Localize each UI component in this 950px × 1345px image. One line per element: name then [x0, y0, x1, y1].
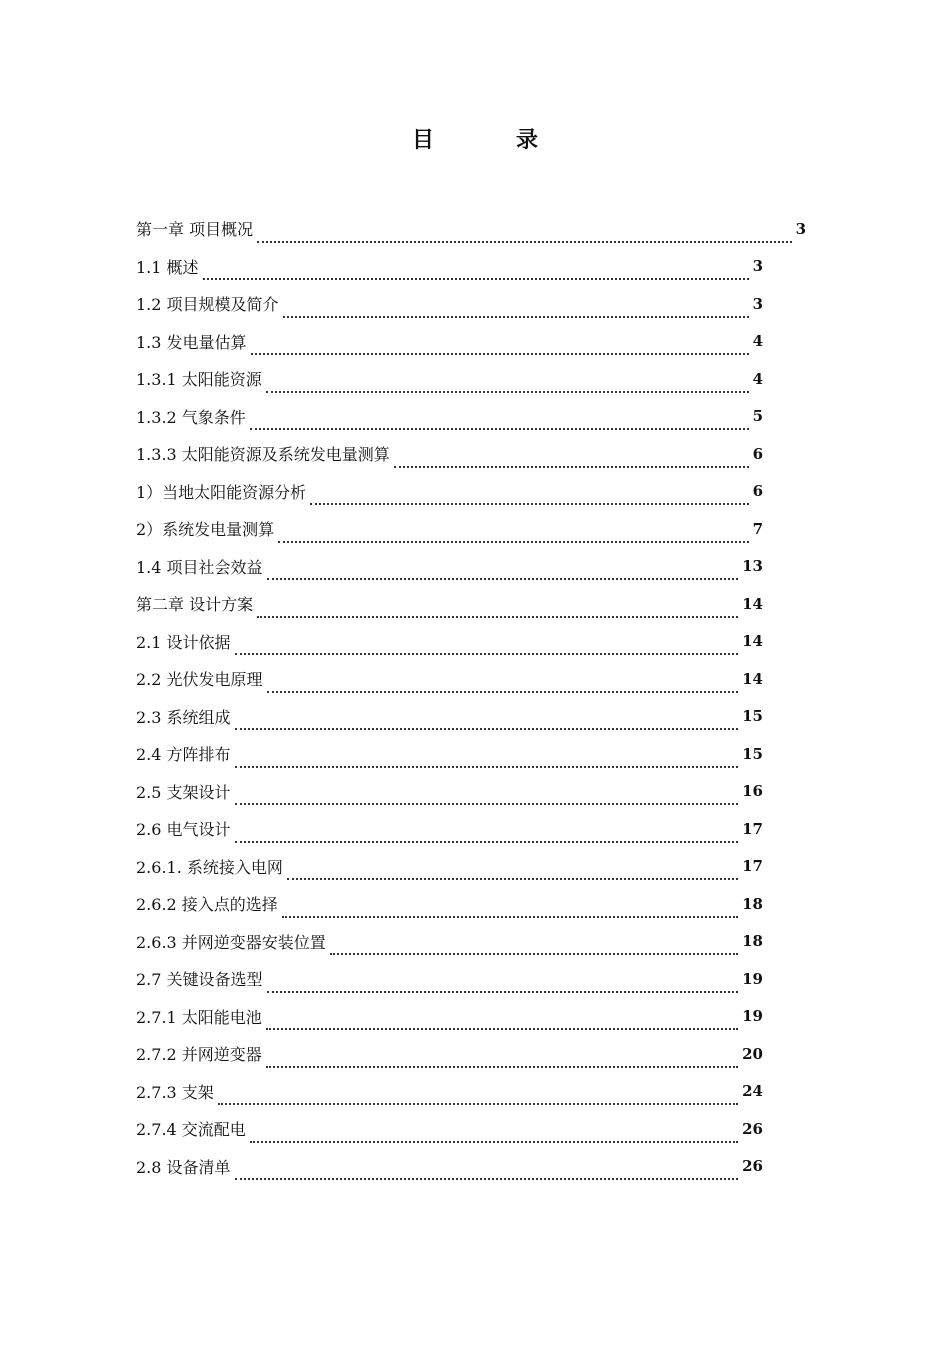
toc-entry-page: 3	[752, 257, 763, 276]
toc-entry-label: 2.6.2 接入点的选择	[136, 895, 278, 915]
toc-entry-label: 1.3.1 太阳能资源	[136, 370, 262, 390]
toc-leader-dots	[235, 637, 739, 655]
toc-entry[interactable]	[136, 1073, 763, 1111]
toc-entry-label: 2.7 关键设备选型	[136, 970, 263, 990]
toc-entry[interactable]	[136, 923, 763, 961]
toc-leader-dots	[266, 1050, 738, 1068]
toc-entry-page: 20	[742, 1044, 763, 1063]
toc-leader-dots	[218, 1087, 738, 1105]
toc-leader-dots	[235, 825, 739, 843]
toc-entry-label: 2.6.3 并网逆变器安装位置	[136, 932, 326, 952]
toc-entry-page: 24	[742, 1082, 763, 1101]
toc-entry-page: 14	[742, 632, 763, 651]
toc-leader-dots	[287, 862, 738, 880]
toc-entry[interactable]	[136, 960, 763, 998]
toc-entry[interactable]	[136, 248, 763, 286]
toc-leader-dots	[283, 300, 749, 318]
toc-entry-label: 2.7.3 支架	[136, 1082, 214, 1102]
toc-entry-label: 2.6 电气设计	[136, 820, 231, 840]
toc-leader-dots	[235, 750, 739, 768]
toc-entry-page: 17	[742, 857, 763, 876]
toc-entry-page: 18	[742, 894, 763, 913]
toc-entry-page: 15	[742, 707, 763, 726]
toc-entry[interactable]	[136, 1110, 763, 1148]
toc-entry-page: 3	[795, 219, 806, 238]
toc-entry-label: 1.1 概述	[136, 257, 199, 277]
toc-entry-page: 4	[752, 369, 763, 388]
toc-entry[interactable]	[136, 660, 763, 698]
toc-entry-page: 15	[742, 744, 763, 763]
toc-entry-page: 14	[742, 594, 763, 613]
toc-leader-dots	[235, 1162, 739, 1180]
toc-entry-page: 3	[752, 294, 763, 313]
toc-entry[interactable]	[136, 698, 763, 736]
toc-entry-page: 26	[742, 1157, 763, 1176]
toc-entry-page: 26	[742, 1119, 763, 1138]
toc-leader-dots	[257, 225, 791, 243]
toc-entry[interactable]	[136, 885, 763, 923]
toc-leader-dots	[250, 412, 749, 430]
toc-entry-label: 2.5 支架设计	[136, 782, 231, 802]
toc-entry-page: 5	[752, 407, 763, 426]
toc-leader-dots	[394, 450, 749, 468]
toc-entry[interactable]	[136, 773, 763, 811]
toc-entry[interactable]	[136, 623, 763, 661]
toc-entry[interactable]	[136, 510, 763, 548]
toc-leader-dots	[266, 1012, 738, 1030]
toc-entry-label: 1.3.3 太阳能资源及系统发电量测算	[136, 445, 390, 465]
toc-entry-page: 14	[742, 669, 763, 688]
toc-entry-label: 1）当地太阳能资源分析	[136, 482, 307, 502]
toc-entry[interactable]	[136, 398, 763, 436]
toc-title: 目 录	[411, 127, 568, 153]
toc-entry[interactable]	[136, 848, 763, 886]
toc-entry-page: 4	[752, 332, 763, 351]
toc-leader-dots	[310, 487, 748, 505]
toc-entry-label: 2.2 光伏发电原理	[136, 670, 263, 690]
toc-leader-dots	[235, 712, 739, 730]
toc-entry-label: 1.3 发电量估算	[136, 332, 247, 352]
toc-entry-label: 2）系统发电量测算	[136, 520, 275, 540]
toc-entry-label: 2.8 设备清单	[136, 1157, 231, 1177]
toc-entry[interactable]	[136, 360, 763, 398]
toc-entry-page: 19	[742, 1007, 763, 1026]
toc-entry-page: 19	[742, 969, 763, 988]
toc-entry-page: 7	[752, 519, 763, 538]
toc-entry-page: 18	[742, 932, 763, 951]
toc-entry[interactable]	[136, 810, 763, 848]
toc-leader-dots	[235, 787, 739, 805]
toc-leader-dots	[282, 900, 738, 918]
toc-leader-dots	[257, 600, 738, 618]
toc-entry-label: 2.7.2 并网逆变器	[136, 1045, 262, 1065]
toc-entry[interactable]	[136, 285, 763, 323]
toc-leader-dots	[267, 975, 739, 993]
toc-leader-dots	[266, 375, 749, 393]
toc-entry-label: 2.3 系统组成	[136, 707, 231, 727]
toc-entry-label: 1.3.2 气象条件	[136, 407, 246, 427]
toc-entry-page: 6	[752, 444, 763, 463]
toc-entry-label: 2.6.1. 系统接入电网	[136, 857, 283, 877]
toc-entry-page: 16	[742, 782, 763, 801]
toc-entry[interactable]	[136, 998, 763, 1036]
toc-entry-page: 17	[742, 819, 763, 838]
toc-entry-label: 2.1 设计依据	[136, 632, 231, 652]
toc-entry[interactable]	[136, 435, 763, 473]
toc-entry[interactable]	[136, 323, 763, 361]
toc-entry[interactable]	[136, 548, 763, 586]
toc-leader-dots	[278, 525, 748, 543]
toc-entry-label: 2.7.1 太阳能电池	[136, 1007, 262, 1027]
table-of-contents	[136, 210, 806, 1185]
toc-entry-label: 第一章 项目概况	[136, 220, 254, 240]
toc-entry-label: 第二章 设计方案	[136, 595, 254, 615]
toc-leader-dots	[267, 562, 739, 580]
toc-entry[interactable]	[136, 1148, 763, 1186]
toc-entry[interactable]	[136, 585, 763, 623]
toc-entry-page: 13	[742, 557, 763, 576]
toc-entry-label: 2.4 方阵排布	[136, 745, 231, 765]
toc-leader-dots	[203, 262, 749, 280]
toc-leader-dots	[251, 337, 749, 355]
toc-entry-label: 2.7.4 交流配电	[136, 1120, 246, 1140]
toc-entry[interactable]	[136, 473, 763, 511]
toc-entry-page: 6	[752, 482, 763, 501]
toc-entry[interactable]	[136, 735, 763, 773]
toc-entry-label: 1.2 项目规模及简介	[136, 295, 279, 315]
toc-entry[interactable]	[136, 1035, 763, 1073]
toc-leader-dots	[267, 675, 739, 693]
toc-entry-label: 1.4 项目社会效益	[136, 557, 263, 577]
toc-leader-dots	[250, 1125, 738, 1143]
toc-entry[interactable]	[136, 210, 806, 248]
toc-leader-dots	[330, 937, 738, 955]
